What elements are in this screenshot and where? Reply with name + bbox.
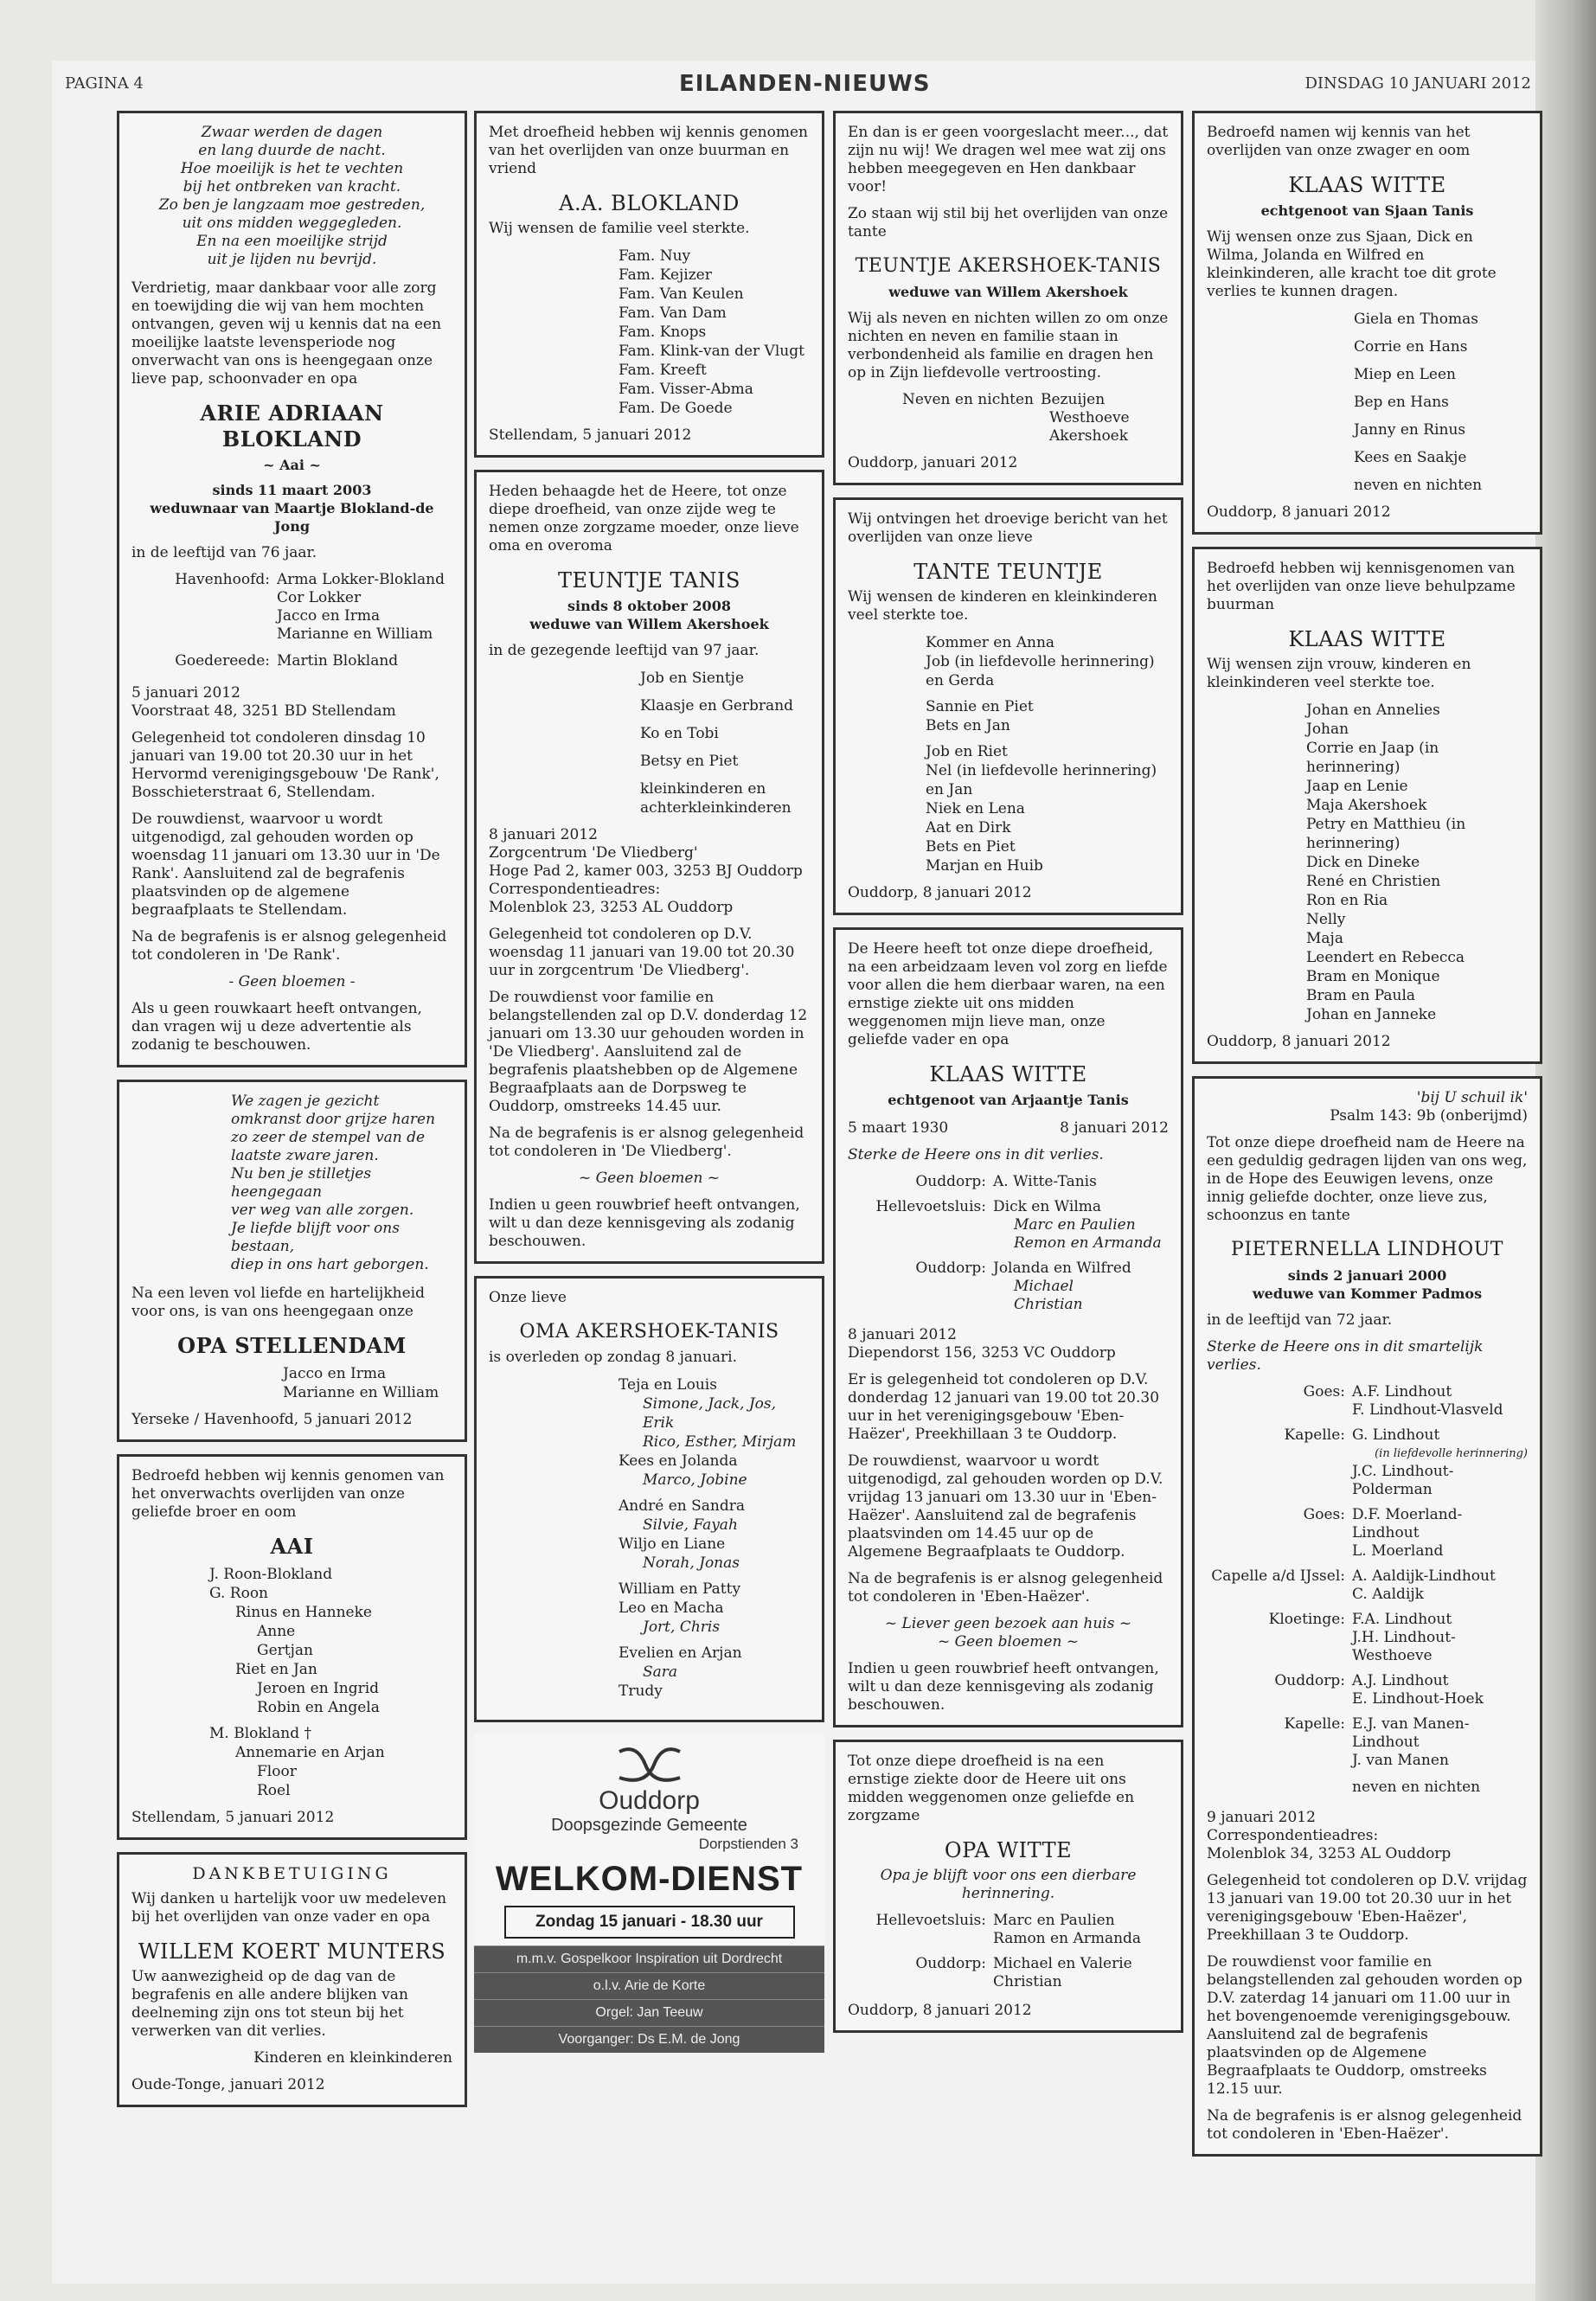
address: Zorgcentrum 'De Vliedberg' [489, 844, 698, 862]
org-subtitle: Doopsgezinde Gemeente [551, 1816, 747, 1835]
deceased-name: OPA WITTE [944, 1838, 1073, 1862]
age-text: in de leeftijd van 72 jaar. [1207, 1311, 1393, 1329]
intro-text: Wij danken u hartelijk voor uw medeleven bij het overlijden van onze vader en opa [131, 1890, 447, 1926]
intro-text: Heden behaagde het de Heere, tot onze diepe droefheid, van onze zijde weg te nemen onze zorgzame moeder, onze lieve oma en overoma [489, 483, 799, 554]
family-row: Ouddorp: A.J. Lindhout E. Lindhout-Hoek [1274, 1672, 1484, 1708]
intro-text: De Heere heeft tot onze diepe droefheid, na een arbeidzaam leven vol zorg en liefde voor allen die hem dierbaar waren, na een ernstige ziekte uit ons midden weggenomen mijn lieve man, onze geliefde vader en opa [848, 940, 1168, 1048]
no-flowers: ~ Geen bloemen ~ [578, 1170, 721, 1187]
family-list: Job en Sientje Klaasje en Gerbrand Ko en Tobi Betsy en Piet kleinkinderen en achterkleinkinderen [640, 670, 794, 817]
intro-text: Verdrietig, maar dankbaar voor alle zorg en toewijding die wij van hem mochten ontvangen, geven wij u kennis dat na een moeilijke laatste levensperiode nog onverwacht van ons is heengegaan onze lieve pap, schoonvader en opa [131, 279, 442, 388]
quote: Sterke de Heere ons in dit verlies. [848, 1146, 1104, 1163]
event-detail: m.m.v. Gospelkoor Inspiration uit Dordrecht [474, 1945, 824, 1972]
age-text: in de gezegende leeftijd van 97 jaar. [489, 642, 760, 659]
place: Havenhoofd: [175, 571, 270, 588]
family-row: Goes: D.F. Moerland-Lindhout L. Moerland [1303, 1506, 1463, 1560]
notice-arie-blokland [117, 111, 467, 1067]
intro-text: Onze lieve [489, 1289, 567, 1306]
since-date: sinds 2 januari 2000 [1287, 1267, 1447, 1284]
family-list: Johan en Annelies Johan Corrie en Jaap (in herinnering) Jaap en Lenie Maja Akershoek Petry en Matthieu (in herinnering) Dick en Dineke René en Christien Ron en Ria Nelly Maja Leendert en Rebecca Bram en Monique Bram en Paula Johan en Janneke [1306, 702, 1466, 1023]
notice-date: 8 januari 2012 [848, 1326, 957, 1343]
notice-footer: Ouddorp, 8 januari 2012 [1207, 1033, 1391, 1050]
family-row: Kapelle: E.J. van Manen-Lindhout J. van Manen [1284, 1715, 1470, 1769]
family-row: Kloetinge: F.A. Lindhout J.H. Lindhout-Westhoeve [1268, 1611, 1456, 1664]
birth-date: 5 maart 1930 [848, 1119, 949, 1137]
place: Goedereede: [175, 652, 270, 670]
welkom-dienst-ad [474, 1734, 824, 2053]
church-logo-icon [611, 1743, 689, 1786]
notice-pieternella-lindhout [1192, 1076, 1542, 2157]
widow-of: weduwe van Willem Akershoek [529, 616, 769, 632]
deceased-name: KLAAS WITTE [929, 1062, 1087, 1086]
deceased-name: TANTE TEUNTJE [913, 560, 1103, 584]
intro-text: En dan is er geen voorgeslacht meer..., dat zijn nu wij! We dragen wel mee wat zij ons hebben meegegeven en Hen dankbaar voor! [848, 124, 1169, 195]
after-text: Na de begrafenis is er alsnog gelegenheid tot condoleren in 'De Vliedberg'. [489, 1125, 804, 1160]
event-title: WELKOM-DIENST [495, 1860, 804, 1898]
page-number: PAGINA 4 [65, 74, 144, 93]
org-address: Dorpstienden 3 [698, 1836, 798, 1852]
since-date: sinds 8 oktober 2008 [567, 598, 731, 614]
wish-text: Wij wensen de familie veel sterkte. [489, 220, 750, 237]
service-text: De rouwdienst voor familie en belangstellenden zal op D.V. donderdag 12 januari om 13.30 uur gehouden worden in 'De Vliedberg'. Aansluitend zal de begrafenis plaatshebben op de Algemene Begraafplaats aan de Dorpsweg te Ouddorp, omstreeks 14.45 uur. [489, 989, 808, 1115]
intro-text: Tot onze diepe droefheid nam de Heere na een geduldig gedragen lijden van ons weg, in de Hope des Eeuwigen levens, onze innig geliefde dochter, onze lieve zus, schoonzus en tante [1207, 1134, 1528, 1224]
life-dates [848, 1119, 1169, 1138]
neven-text: neven en nichten [1352, 1779, 1481, 1796]
family-list: Fam. Nuy Fam. Kejizer Fam. Van Keulen Fam. Van Dam Fam. Knops Fam. Klink-van der Vlugt Fam. Kreeft Fam. Visser-Abma Fam. De Goede [619, 247, 804, 417]
family-row: Hellevoetsluis: Dick en Wilma Marc en Paulien Remon en Armanda [875, 1198, 1162, 1252]
intro-text: Wij ontvingen het droevige bericht van het overlijden van onze lieve [848, 510, 1168, 546]
deceased-name: ARIE ADRIAAN BLOKLAND [200, 401, 384, 452]
deceased-name: AAI [270, 1534, 314, 1559]
event-detail: Voorganger: Ds E.M. de Jong [474, 2026, 824, 2053]
notice-footer: Ouddorp, 8 januari 2012 [848, 2002, 1032, 2019]
notice-klaas-witte-buurman [1192, 547, 1542, 1064]
deceased-name: KLAAS WITTE [1288, 173, 1446, 197]
deceased-name: WILLEM KOERT MUNTERS [138, 1939, 446, 1964]
husband-of: echtgenoot van Sjaan Tanis [1260, 202, 1474, 219]
motto-source: Psalm 143: 9b (onberijmd) [1330, 1107, 1528, 1125]
notice-opa-witte [833, 1740, 1183, 2033]
family-row: Ouddorp: Jolanda en Wilfred Michael Christian [915, 1259, 1131, 1313]
family-row: Kapelle: G. Lindhout (in liefdevolle herinnering) J.C. Lindhout-Polderman [1284, 1426, 1528, 1498]
deceased-name: TEUNTJE TANIS [558, 568, 740, 593]
column-2 [474, 111, 824, 2065]
since-date: sinds 11 maart 2003 [212, 482, 372, 498]
correspondence-label: Correspondentieadres: [489, 881, 661, 898]
closing-text: Indien u geen rouwbrief heeft ontvangen, wilt u dan deze kennisgeving als zodanig beschouwen. [489, 1196, 800, 1250]
no-visit: ~ Liever geen bezoek aan huis ~ [884, 1615, 1132, 1632]
address: Hoge Pad 2, kamer 003, 3253 BJ Ouddorp [489, 862, 803, 880]
widow-of: weduwe van Willem Akershoek [888, 284, 1128, 300]
column-3 [833, 111, 1183, 2045]
deceased-name: TEUNTJE AKERSHOEK-TANIS [855, 255, 1162, 277]
notice-footer: Stellendam, 5 januari 2012 [131, 1809, 335, 1826]
event-detail: Orgel: Jan Teeuw [474, 1999, 824, 2026]
body-text: Wij als neven en nichten willen zo om onze nichten en neven en familie staan in verbondenheid als familie en dragen hen op in Zijn liefdevolle vertroosting. [848, 310, 1169, 381]
poem: We zagen je gezicht omkranst door grijze haren zo zeer de stempel van de laatste zware jaren. Nu ben je stilletjes heengegaan ver weg van alle zorgen. Je liefde blijft voor ons bestaan, diep in ons hart geborgen. [231, 1093, 436, 1273]
org-name: Ouddorp [599, 1786, 700, 1815]
notice-oma-akershoek [474, 1276, 824, 1722]
notice-footer: Stellendam, 5 januari 2012 [489, 426, 692, 444]
after-text: Na de begrafenis is er alsnog gelegenheid tot condoleren in 'De Rank'. [131, 928, 447, 964]
notice-teuntje-akershoek-tanis [833, 111, 1183, 485]
intro-text: Met droefheid hebben wij kennis genomen van het overlijden van onze buurman en vriend [489, 124, 808, 177]
notice-text: Zo staan wij stil bij het overlijden van onze tante [848, 205, 1169, 240]
intro-text: Bedroefd hebben wij kennisgenomen van het overlijden van onze lieve behulpzame buurman [1207, 560, 1516, 613]
service-text: De rouwdienst, waarvoor u wordt uitgenodigd, zal gehouden worden op woensdag 11 januari om 13.30 uur in 'De Rank'. Aansluitend zal de begrafenis plaatsvinden op de algemene begraafplaats te Stellendam. [131, 811, 440, 919]
thanks-text: Uw aanwezigheid op de dag van de begrafenis en alle andere blijken van deelneming zijn ons tot steun bij het verwerken van dit verlies. [131, 1968, 408, 2040]
family-row: Hellevoetsluis: Marc en Paulien Ramon en Armanda [875, 1912, 1142, 1947]
quote: Opa je blijft voor ons een dierbare herinnering. [880, 1867, 1137, 1902]
correspondence-label: Correspondentieadres: [1207, 1827, 1379, 1844]
family-list: J. Roon-Blokland G. Roon Rinus en Hanneke Anne Gertjan Riet en Jan Jeroen en Ingrid Robin en Angela M. Blokland † Annemarie en Arjan Floor Roel [209, 1566, 385, 1799]
wish-text: Wij wensen zijn vrouw, kinderen en kleinkinderen veel sterkte toe. [1207, 656, 1471, 691]
intro-text: Tot onze diepe droefheid is na een ernstige ziekte door de Heere uit ons midden weggenomen onze geliefde en zorgzame [848, 1753, 1135, 1824]
event-detail: o.l.v. Arie de Korte [474, 1972, 824, 1999]
wish-text: Wij wensen onze zus Sjaan, Dick en Wilma, Jolanda en Wilfred en kleinkinderen, alle kracht toe dit grote verlies te kunnen dragen. [1207, 228, 1497, 300]
notice-tante-teuntje [833, 497, 1183, 915]
condolence-text: Er is gelegenheid tot condoleren op D.V. donderdag 12 januari van 19.00 tot 20.30 uur in het verenigingsgebouw 'Eben-Haëzer', Preekhillaan 3 te Ouddorp. [848, 1371, 1160, 1443]
service-text: De rouwdienst, waarvoor u wordt uitgenodigd, zal gehouden worden op D.V. vrijdag 13 januari om 13.30 uur in 'Eben-Haëzer'. Aansluitend zal de begrafenis plaatsvinden om 14.45 uur op de Algemene Begraafplaats te Ouddorp. [848, 1452, 1163, 1561]
page-binding-shadow [1535, 0, 1596, 2301]
notice-footer: Ouddorp, 8 januari 2012 [848, 884, 1032, 901]
family-list: Kommer en Anna Job (in liefdevolle herinnering) en Gerda Sannie en Piet Bets en Jan Job en Riet Nel (in liefdevolle herinnering) en Jan Niek en Lena Aat en Dirk Bets en Piet Marjan en Huib [926, 634, 1157, 875]
notice-footer: Ouddorp, 8 januari 2012 [1207, 503, 1391, 521]
deceased-name: A.A. BLOKLAND [559, 191, 740, 215]
notice-aai [117, 1454, 467, 1840]
column-4 [1192, 111, 1542, 2169]
deceased-name: OMA AKERSHOEK-TANIS [519, 1321, 779, 1343]
poem: Zwaar werden de dagen en lang duurde de nacht. Hoe moeilijk is het te vechten bij het ontbreken van kracht. Zo ben je langzaam moe gestreden, uit ons midden weggegleden. En na een moeilijke strijd uit je lijden nu bevrijd. [158, 124, 426, 268]
service-text: De rouwdienst voor familie en belangstellenden zal gehouden worden op D.V. zaterdag 14 januari om 11.00 uur in het bovengenoemde verenigingsgebouw. Aansluitend zal de begrafenis plaatsvinden op de Algemene Begraafplaats te Ouddorp, omstreeks 12.15 uur. [1207, 1953, 1522, 2098]
intro-text: Bedroefd hebben wij kennis genomen van het onverwachts overlijden van onze geliefde broer en oom [131, 1467, 445, 1521]
widower-of: weduwnaar van Maartje Blokland-de Jong [150, 500, 434, 535]
intro-text: Na een leven vol liefde en hartelijkheid voor ons, is van ons heengegaan onze [131, 1285, 425, 1320]
motto: 'bij U schuil ik' [1416, 1089, 1528, 1106]
family-row [131, 652, 452, 670]
widow-of: weduwe van Kommer Padmos [1252, 1285, 1483, 1302]
page-header [65, 71, 1531, 99]
family-row: Ouddorp: A. Witte-Tanis [915, 1173, 1097, 1190]
heading: DANKBETUIGING [192, 1864, 392, 1883]
signature: Neven en nichten [901, 391, 1034, 408]
notice-klaas-witte-zwager [1192, 111, 1542, 535]
husband-of: echtgenoot van Arjaantje Tanis [888, 1092, 1129, 1108]
no-flowers: - Geen bloemen - [228, 973, 356, 990]
notice-klaas-witte-family [833, 927, 1183, 1727]
notice-date: 8 januari 2012 [489, 826, 598, 843]
no-flowers: ~ Geen bloemen ~ [937, 1633, 1080, 1650]
correspondence-address: Molenblok 34, 3253 AL Ouddorp [1207, 1845, 1452, 1862]
notice-footer: Yerseke / Havenhoofd, 5 januari 2012 [131, 1411, 413, 1428]
issue-date: DINSDAG 10 JANUARI 2012 [1304, 74, 1531, 93]
closing-text: Als u geen rouwkaart heeft ontvangen, dan vragen wij u deze advertentie als zodanig te beschouwen. [131, 1000, 422, 1054]
address: Diependorst 156, 3253 VC Ouddorp [848, 1344, 1116, 1362]
notice-footer: Oude-Tonge, januari 2012 [131, 2076, 325, 2093]
death-date: 8 januari 2012 [1060, 1119, 1169, 1137]
notice-date: 5 januari 2012 [131, 684, 240, 702]
notice-aa-blokland [474, 111, 824, 458]
family-row: Havenhoofd: Arma Lokker-Blokland Cor Lokker Jacco en Irma Marianne en William [131, 571, 452, 644]
notice-dankbetuiging [117, 1852, 467, 2107]
family-list: Giela en Thomas Corrie en Hans Miep en Leen Bep en Hans Janny en Rinus Kees en Saakje neven en nichten [1354, 311, 1483, 494]
notice-teuntje-tanis [474, 470, 824, 1264]
condolence-text: Gelegenheid tot condoleren op D.V. vrijdag 13 januari van 19.00 tot 20.30 uur in het verenigingsgebouw 'Eben-Haëzer', Preekhillaan 3 te Ouddorp. [1207, 1872, 1528, 1944]
column-1 [117, 111, 467, 2119]
correspondence-address: Molenblok 23, 3253 AL Ouddorp [489, 899, 734, 916]
address: Voorstraat 48, 3251 BD Stellendam [131, 702, 396, 720]
family-list: Jacco en Irma Marianne en William [283, 1365, 439, 1401]
family-row: Goes: A.F. Lindhout F. Lindhout-Vlasveld [1303, 1383, 1503, 1419]
family-row: Ouddorp: Michael en Valerie Christian [915, 1955, 1132, 1990]
family-list: Teja en Louis Simone, Jack, Jos, Erik Rico, Esther, Mirjam Kees en Jolanda Marco, Jobine André en Sandra Silvie, Fayah Wiljo en Liane Norah, Jonas William en Patty Leo en Macha Jort, Chris Evelien en Arjan Sara Trudy [619, 1376, 797, 1700]
closing-text: Indien u geen rouwbrief heeft ontvangen, wilt u dan deze kennisgeving als zodanig beschouwen. [848, 1660, 1159, 1714]
nickname: ~ Aai ~ [263, 457, 321, 473]
signature-row: Neven en nichten Bezuijen Westhoeve Akershoek [848, 391, 1169, 445]
condolence-text: Gelegenheid tot condoleren op D.V. woensdag 11 januari van 19.00 tot 20.30 uur in zorgcentrum 'De Vliedberg'. [489, 926, 795, 979]
after-text: Na de begrafenis is er alsnog gelegenheid tot condoleren in 'Eben-Haëzer'. [848, 1570, 1163, 1606]
masthead: EILANDEN-NIEUWS [679, 71, 931, 97]
quote: Sterke de Heere ons in dit smartelijk verlies. [1207, 1338, 1484, 1374]
intro-text: Bedroefd namen wij kennis van het overlijden van onze zwager en oom [1207, 124, 1471, 159]
condolence-text: Gelegenheid tot condoleren dinsdag 10 januari van 19.00 tot 20.30 uur in het Hervormd verenigingsgebouw 'De Rank', Bosschieterstraat 6, Stellendam. [131, 729, 439, 801]
event-time: Zondag 15 januari - 18.30 uur [504, 1906, 795, 1939]
notice-date: 9 januari 2012 [1207, 1809, 1316, 1826]
after-text: Na de begrafenis is er alsnog gelegenheid tot condoleren in 'Eben-Haëzer'. [1207, 2107, 1522, 2143]
deceased-name: PIETERNELLA LINDHOUT [1231, 1239, 1503, 1260]
notice-text: is overleden op zondag 8 januari. [489, 1349, 737, 1366]
signature: Kinderen en kleinkinderen [253, 2049, 452, 2067]
deceased-name: OPA STELLENDAM [177, 1333, 407, 1358]
notice-opa-stellendam [117, 1080, 467, 1442]
family-row: Capelle a/d IJssel: A. Aaldijk-Lindhout C. Aaldijk [1211, 1567, 1496, 1603]
age-text: in de leeftijd van 76 jaar. [131, 544, 317, 561]
deceased-name: KLAAS WITTE [1288, 627, 1446, 651]
wish-text: Wij wensen de kinderen en kleinkinderen veel sterkte toe. [848, 588, 1157, 624]
notice-footer: Ouddorp, januari 2012 [848, 454, 1018, 471]
family-name: Martin Blokland [277, 652, 399, 670]
